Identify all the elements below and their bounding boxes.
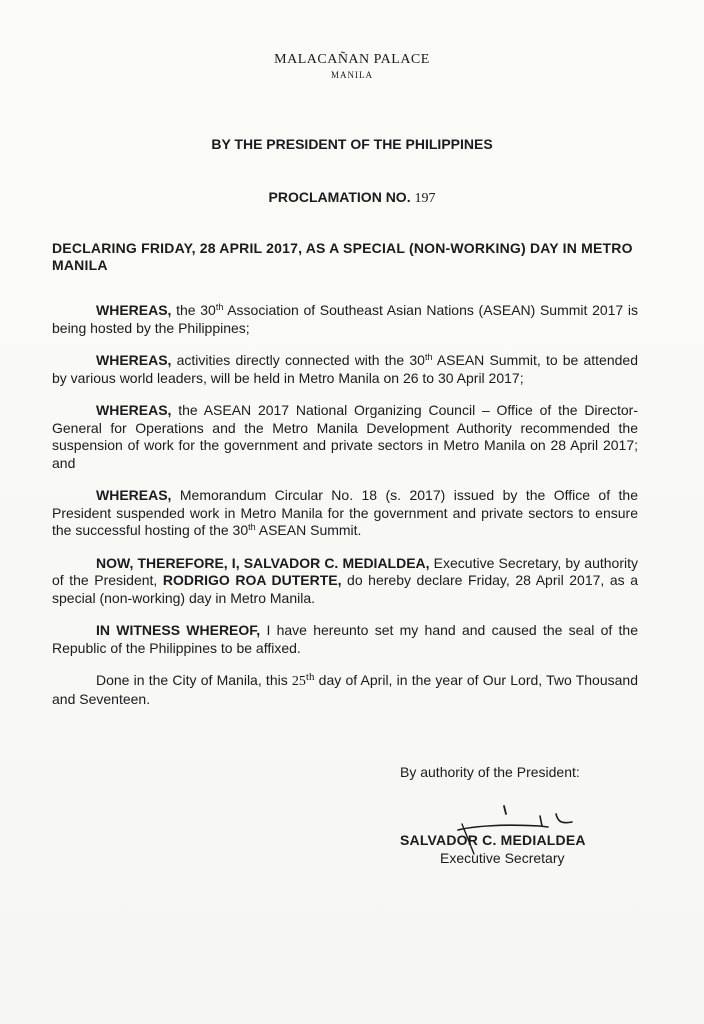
paragraph-text: Association of Southeast Asian Nations (ASEAN) Summit 2017 is being hosted by the Philippines;: [52, 302, 638, 336]
whereas-paragraph-1: [52, 302, 638, 337]
paragraph-lead: WHEREAS,: [96, 487, 172, 503]
paragraph-text: ASEAN Summit, to be attended by various world leaders, will be held in Metro Manila on 26 to 30 April 2017;: [52, 352, 638, 386]
paragraph-text: Done in the City of Manila, this: [96, 672, 292, 688]
paragraph-text: ASEAN Summit.: [255, 522, 362, 538]
paragraph-lead: WHEREAS,: [96, 402, 172, 418]
paragraph-text: activities directly connected with the 30: [171, 352, 425, 368]
paragraph-text: the ASEAN 2017 National Organizing Council – Office of the Director-General for Operations and the Metro Manila Development Authority recommended the suspension of work for the government and private sectors in Metro Manila on 28 April 2017; and: [52, 402, 638, 471]
paragraph-text: I have hereunto set my hand and caused the seal of the Republic of the Philippines to be affixed.: [52, 622, 639, 656]
signature-authority-line: By authority of the President:: [400, 764, 580, 780]
paragraph-lead: WHEREAS,: [96, 302, 172, 318]
ordinal-suffix: th: [424, 352, 433, 362]
day-number: 25: [291, 674, 306, 689]
document-heading: BY THE PRESIDENT OF THE PHILIPPINES: [211, 136, 493, 152]
paragraph-text: do hereby declare Friday, 28 April 2017, as a special (non-working) day in Metro Manila.: [52, 572, 639, 606]
witness-paragraph: [52, 622, 638, 657]
ordinal-suffix: th: [215, 302, 224, 312]
paragraph-lead: WHEREAS,: [96, 352, 172, 368]
proclamation-title: DECLARING FRIDAY, 28 APRIL 2017, AS A SPECIAL (NON-WORKING) DAY IN METRO MANILA: [52, 240, 633, 273]
paragraph-text: the 30: [171, 302, 216, 318]
signatory-title: Executive Secretary: [440, 850, 565, 866]
paragraph-text: Executive Secretary, by authority of the President,: [52, 554, 638, 588]
document-body: [52, 302, 638, 723]
letterhead-city: MANILA: [331, 70, 373, 80]
declaration-paragraph: [52, 555, 638, 608]
whereas-paragraph-3: [52, 402, 638, 472]
signatory-name: SALVADOR C. MEDIALDEA: [400, 832, 586, 848]
whereas-paragraph-2: [52, 352, 638, 387]
paragraph-lead: IN WITNESS WHEREOF,: [96, 622, 261, 638]
signature-block: [400, 764, 660, 866]
whereas-paragraph-4: [52, 487, 638, 540]
paragraph-text: day of April, in the year of Our Lord, Two Thousand and Seventeen.: [52, 672, 638, 707]
letterhead: [0, 52, 704, 80]
paragraph-text: Memorandum Circular No. 18 (s. 2017) issued by the Office of the President suspended work in Metro Manila for the government and private sectors to ensure the successful hosting of the 30: [52, 487, 638, 538]
proclamation-label: PROCLAMATION NO.: [268, 189, 411, 205]
paragraph-lead: NOW, THEREFORE, I, SALVADOR C. MEDIALDEA,: [96, 554, 430, 571]
proclamation-number: [0, 189, 704, 207]
done-paragraph: [52, 672, 638, 708]
letterhead-palace: MALACAÑAN PALACE: [274, 52, 430, 67]
ordinal-suffix: th: [305, 671, 315, 683]
proclamation-number-value: 197: [414, 191, 436, 206]
ordinal-suffix: th: [248, 522, 256, 532]
president-name: RODRIGO ROA DUTERTE,: [162, 572, 342, 588]
